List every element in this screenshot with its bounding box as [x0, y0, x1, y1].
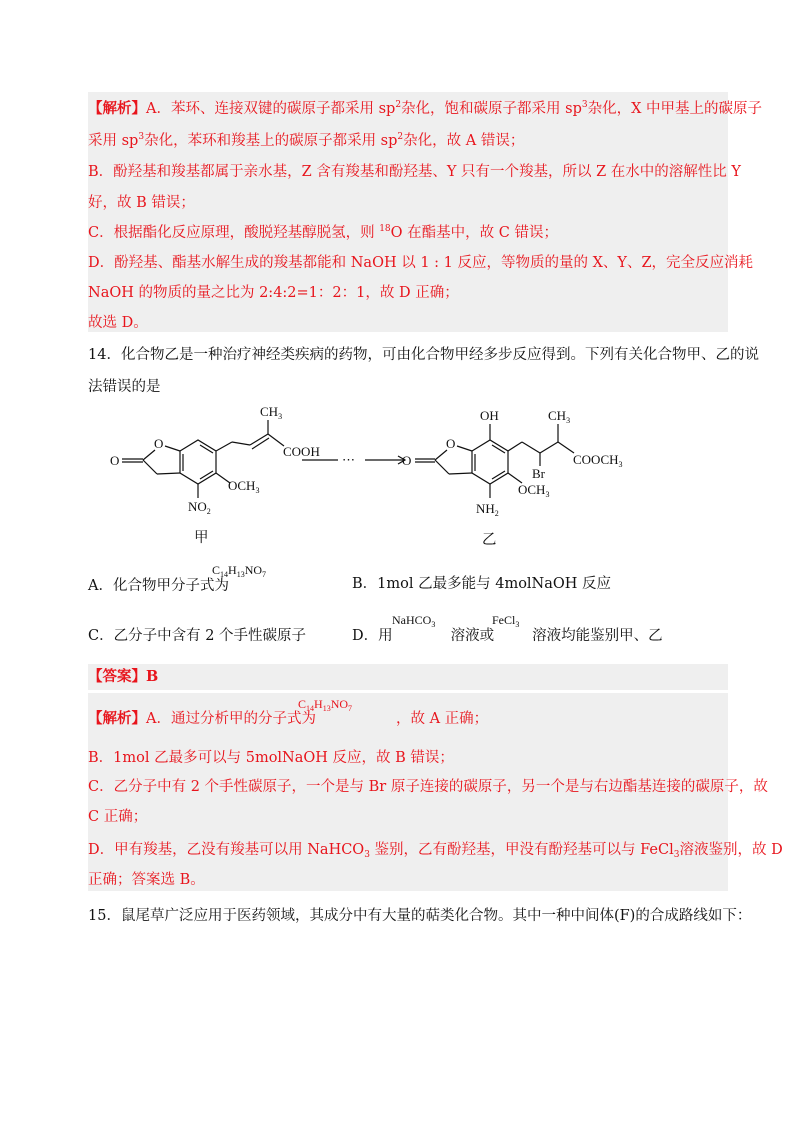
yi-carbonyl-o-label: O	[402, 453, 412, 468]
yi-nh2-label: $NH_2$	[476, 501, 499, 518]
jia-ring-o-label: O	[154, 436, 164, 451]
jia-och3-label: $OCH_3$	[228, 478, 260, 495]
analysis-13-line-a2: 采用 $sp^3$杂化，苯环和羧基上的碳原子都采用 $sp^2$杂化，故 A 错误；	[88, 132, 525, 149]
analysis-13-line-c: C．根据酯化反应原理，酸脱羟基醇脱氢，则 $^{18}$O 在酯基中，故 C 错误；	[88, 224, 558, 241]
answer-14-box	[88, 664, 728, 690]
label-jia: 甲	[194, 530, 209, 546]
analysis-13-line-d1: D．酚羟基、酯基水解生成的羧基都能和 NaOH 以 1 : 1 反应，等物质的量的 X、Y、Z，完全反应消耗	[88, 255, 754, 271]
jia-no2-label: $NO_2$	[188, 499, 211, 516]
option-c: C．乙分子中含有 2 个手性碳原子	[88, 628, 307, 644]
reaction-scheme	[70, 398, 710, 558]
yi-ring-o-label: O	[446, 436, 456, 451]
compound-jia-structure	[122, 420, 284, 498]
option-b: B．1mol 乙最多能与 4molNaOH 反应	[352, 576, 612, 592]
jia-ch3-label: $CH_3$	[260, 404, 283, 421]
label-yi: 乙	[482, 532, 497, 548]
yi-och3-label: $OCH_3$	[518, 482, 550, 499]
formula-nahco3-option-d: NaHCO$_3$	[392, 613, 436, 629]
analysis-13-line-a1: 【解析】A．苯环、连接双键的碳原子都采用 $sp^2$杂化，饱和碳原子都采用 $sp^3$杂化，X 中甲基上的碳原子	[88, 100, 763, 117]
analysis-14-line-d2: 正确；答案选 B。	[88, 872, 205, 888]
formula-c14h13no7-analysis: $C_{14}H_{13}NO_7$	[298, 697, 353, 713]
analysis-14-line-c2: C 正确；	[88, 809, 148, 825]
analysis-13-line-d2: NaOH 的物质的量之比为 2:4:2=1：2：1，故 D 正确；	[88, 285, 459, 301]
option-a: A．化合物甲分子式为	[88, 578, 229, 594]
jia-cooh-label: COOH	[283, 444, 320, 459]
formula-fecl3-option-d: FeCl$_3$	[492, 613, 520, 629]
analysis-tag: 【解析】	[88, 100, 146, 117]
question-14-stem-2: 法错误的是	[88, 379, 161, 395]
arrow-dots: ⋯	[342, 452, 355, 467]
jia-carbonyl-o-label: O	[110, 453, 120, 468]
compound-yi-structure	[415, 424, 574, 498]
analysis-14-line-c1: C．乙分子中有 2 个手性碳原子，一个是与 Br 原子连接的碳原子，另一个是与右边酯基连接的碳原子，故	[88, 779, 768, 795]
analysis-14-line-a: 【解析】A．通过分析甲的分子式为 ，故 A 正确；	[88, 710, 489, 727]
formula-c14h13no7-option-a: $C_{14}H_{13}NO_7$	[212, 563, 267, 579]
yi-oh-label: OH	[480, 408, 499, 423]
analysis-14-line-b: B．1mol 乙最多可以与 5molNaOH 反应，故 B 错误；	[88, 750, 454, 766]
yi-ch3-label: $CH_3$	[548, 408, 571, 425]
question-15-stem: 15．鼠尾草广泛应用于医药领域，其成分中有大量的萜类化合物。其中一种中间体(F)的合成路线如下：	[88, 908, 752, 924]
yi-cooch3-label: $COOCH_3$	[573, 452, 623, 469]
answer-14: 【答案】B	[88, 668, 159, 685]
analysis-13-conclusion: 故选 D。	[88, 315, 148, 331]
analysis-14-line-d1: D．甲有羧基，乙没有羧基可以用 NaHCO$_3$ 鉴别，乙有酚羟基，甲没有酚羟基可以与 FeCl$_3$溶液鉴别，故 D	[88, 842, 783, 860]
analysis-13-line-b1: B．酚羟基和羧基都属于亲水基，Z 含有羧基和酚羟基、Y 只有一个羧基，所以 Z 在水中的溶解性比 Y	[88, 164, 741, 180]
yi-br-label: Br	[532, 466, 545, 481]
question-14-stem-1: 14．化合物乙是一种治疗神经类疾病的药物，可由化合物甲经多步反应得到。下列有关化合物甲、乙的说	[88, 347, 759, 363]
option-d: D．用 溶液或 溶液均能鉴别甲、乙	[352, 628, 663, 644]
analysis-13-line-b2: 好，故 B 错误；	[88, 195, 195, 211]
